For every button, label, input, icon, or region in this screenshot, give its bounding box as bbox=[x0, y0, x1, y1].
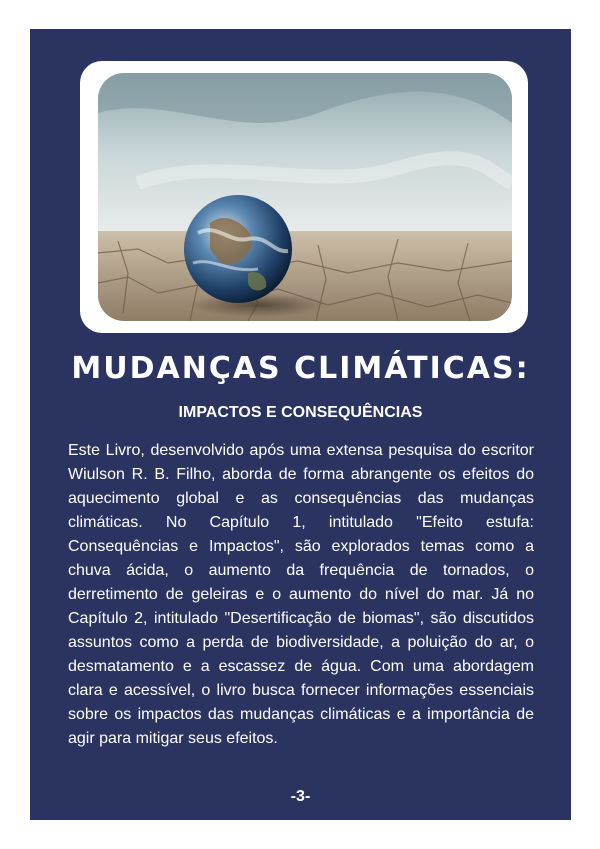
page-subtitle: IMPACTOS E CONSEQUÊNCIAS bbox=[178, 404, 423, 421]
page-title: MUDANÇAS CLIMÁTICAS: bbox=[71, 351, 530, 386]
page-number: -3- bbox=[290, 788, 311, 805]
earth-desert-photo bbox=[98, 73, 512, 321]
body-paragraph: Este Livro, desenvolvido após uma extensa pesquisa do escritor Wiulson R. B. Filho, aborda de forma abrangente os efeitos do aquecimento global e as consequências das mudanças climáticas. No Capítulo 1, intitulado "Efeito estufa: Consequências e Impactos", são explorados temas como a chuva ácida, o aumento da frequência de tornados, o derretimento de geleiras e o aumento do nível do mar. Já no Capítulo 2, intitulado "Desertificação de biomas", são discutidos assuntos como a perda de biodiversidade, a poluição do ar, o desmatamento e a escassez de água. Com uma abordagem clara e acessível, o livro busca fornecer informações essenciais sobre os impactos das mudanças climáticas e a importância de agir para mitigar seus efeitos. bbox=[68, 442, 534, 747]
photo-frame bbox=[80, 61, 528, 333]
page-panel bbox=[30, 29, 571, 820]
